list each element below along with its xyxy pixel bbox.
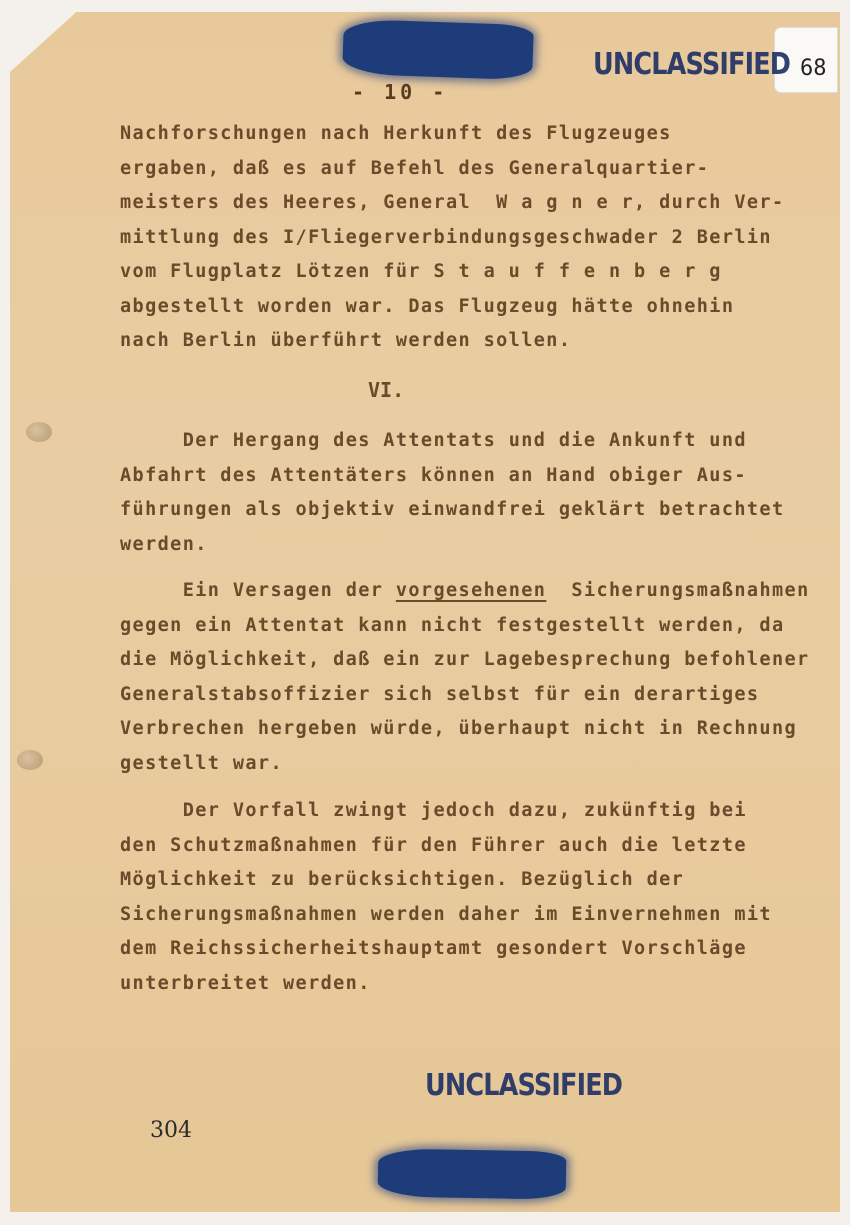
- unclassified-stamp-top: UNCLASSIFIED: [593, 47, 791, 82]
- page-number: 68: [800, 56, 827, 81]
- unclassified-stamp-bottom: UNCLASSIFIED: [425, 1068, 623, 1103]
- paragraph-security-failure-end: Sicherungsmaßnahmen gegen ein Attentat kann nicht festgestellt werden, da die Möglichkeit, daß ein zur Lagebesprechung befohlener Generalstabsoffizier sich selbst für ein derartiges Verbrechen hergeben würde, überhaupt nicht in Rechnung gestellt war.: [120, 580, 810, 774]
- section-heading: VI.: [368, 378, 405, 402]
- document-page-number: - 10 -: [352, 80, 449, 104]
- underlined-word: vorgesehenen: [395, 580, 547, 601]
- punch-hole-upper: [26, 422, 52, 442]
- paragraph-aircraft-origin: Nachforschungen nach Herkunft des Flugzeuges ergaben, daß es auf Befehl des Generalquartier- meisters des Heeres, General W a g n e r, durch Ver- mittlung des I/Fliegerverbindungsgeschwader 2 Berlin vom Flugplatz Lötzen für S t a u f f e n b e r g abgestellt worden war. Das Flugzeug hätte ohnehin nach Berlin überführt werden sollen.: [120, 123, 785, 351]
- paragraph-sequence-of-events: Der Hergang des Attentats und die Ankunft und Abfahrt des Attentäters können an Hand obiger Aus- führungen als objektiv einwandfrei geklärt betrachtet werden.: [120, 430, 785, 555]
- redaction-mark-bottom: [378, 1148, 567, 1199]
- handwritten-number: 304: [150, 1118, 192, 1143]
- paragraph-security-failure-start: Ein Versagen der: [120, 580, 396, 601]
- paragraph-security-failure: [120, 574, 810, 781]
- paragraph-future-measures: Der Vorfall zwingt jedoch dazu, zukünftig bei den Schutzmaßnahmen für den Führer auch die letzte Möglichkeit zu berücksichtigen. Bezüglich der Sicherungsmaßnahmen werden daher im Einvernehmen mit dem Reichssicherheitshauptamt gesondert Vorschläge unterbreitet werden.: [120, 800, 772, 994]
- redaction-mark-top: [342, 19, 534, 81]
- punch-hole-lower: [17, 750, 43, 770]
